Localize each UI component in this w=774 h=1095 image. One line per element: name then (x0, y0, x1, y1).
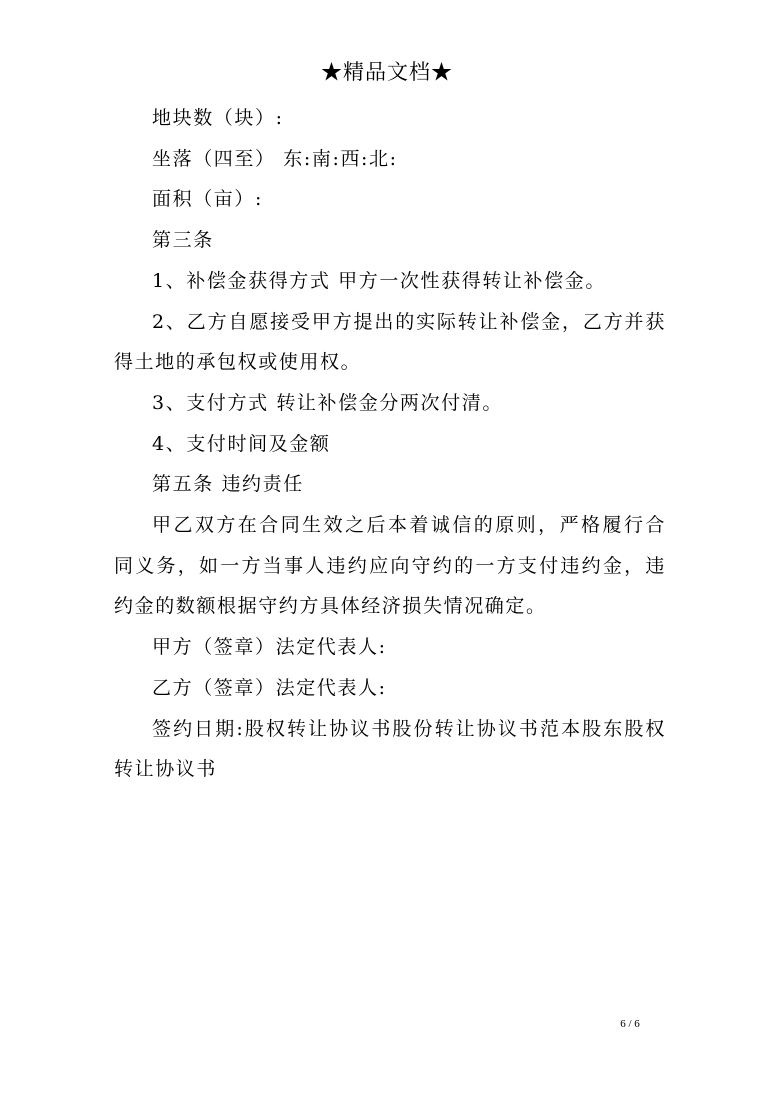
signing-date-line: 签约日期:股权转让协议书股份转让协议书范本股东股权转让协议书 (114, 717, 666, 781)
page-number: 6 / 6 (620, 1018, 640, 1030)
paragraph-breach-liability: 甲乙双方在合同生效之后本着诚信的原则，严格履行合同义务，如一方当事人违约应向守约的一方支付违约金，违约金的数额根据守约方具体经济损失情况确定。 (114, 514, 666, 618)
paragraph-compensation-acceptance: 2、乙方自愿接受甲方提出的实际转让补偿金，乙方并获得土地的承包权或使用权。 (114, 310, 666, 374)
party-b-signature-line: 乙方（签章）法定代表人: (152, 676, 387, 699)
article-five-heading: 第五条 违约责任 (152, 473, 304, 496)
paragraph-location-boundaries: 坐落（四至） 东:南:西:北: (152, 147, 398, 170)
party-a-signature-line: 甲方（签章）法定代表人: (152, 636, 387, 659)
article-three-heading: 第三条 (152, 229, 214, 252)
paragraph-payment-method: 3、支付方式 转让补偿金分两次付清。 (152, 391, 503, 414)
paragraph-area: 面积（亩）: (152, 188, 264, 211)
paragraph-compensation-method: 1、补偿金获得方式 甲方一次性获得转让补偿金。 (152, 269, 606, 292)
paragraph-plot-count: 地块数（块）: (152, 107, 284, 129)
paragraph-payment-time-amount: 4、支付时间及金额 (152, 432, 331, 455)
page-header-title: ★精品文档★ (321, 60, 453, 84)
document-body (114, 98, 666, 790)
